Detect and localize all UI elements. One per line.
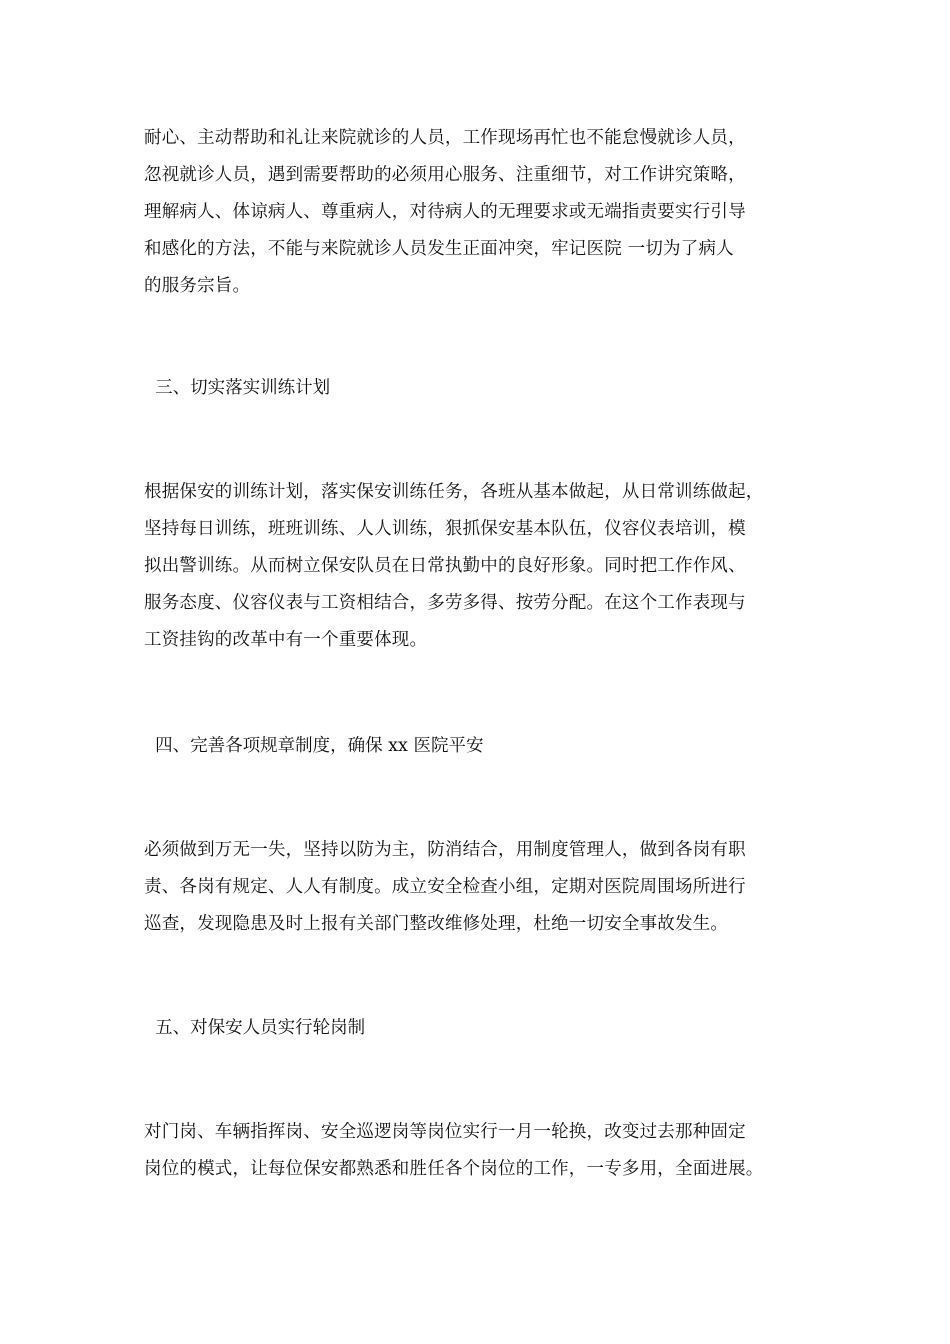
paragraph-line: 岗位的模式，让每位保安都熟悉和胜任各个岗位的工作，一专多用，全面进展。 [144,1159,764,1179]
paragraph-line: 的服务宗旨。 [144,276,251,296]
paragraph-line: 工资挂钩的改革中有一个重要体现。 [144,630,428,650]
paragraph-job-rotation [144,1114,834,1188]
paragraph-service-attitude [144,120,834,305]
section-heading-4: 四、完善各项规章制度，确保 xx 医院平安 [144,736,484,756]
section-heading-5: 五、对保安人员实行轮岗制 [144,1018,366,1038]
paragraph-line: 对门岗、车辆指挥岗、安全巡逻岗等岗位实行一月一轮换，改变过去那种固定 [144,1122,746,1142]
paragraph-line: 坚持每日训练，班班训练、人人训练，狠抓保安基本队伍，仪容仪表培训，模 [144,519,746,539]
paragraph-line: 根据保安的训练计划，落实保安训练任务，各班从基本做起，从日常训练做起， [144,482,764,502]
paragraph-line: 和感化的方法，不能与来院就诊人员发生正面冲突，牢记医院 一切为了病人 [144,239,734,259]
paragraph-line: 拟出警训练。从而树立保安队员在日常执勤中的良好形象。同时把工作作风、 [144,556,746,576]
paragraph-line: 巡查，发现隐患及时上报有关部门整改维修处理，杜绝一切安全事故发生。 [144,914,729,934]
paragraph-rules-system [144,832,834,943]
paragraph-line: 忽视就诊人员，遇到需要帮助的必须用心服务、注重细节，对工作讲究策略， [144,165,746,185]
paragraph-line: 耐心、主动帮助和礼让来院就诊的人员，工作现场再忙也不能怠慢就诊人员， [144,128,746,148]
paragraph-line: 服务态度、仪容仪表与工资相结合，多劳多得、按劳分配。在这个工作表现与 [144,593,746,613]
paragraph-line: 理解病人、体谅病人、尊重病人，对待病人的无理要求或无端指责要实行引导 [144,202,746,222]
section-heading-3: 三、切实落实训练计划 [144,378,331,398]
paragraph-training-plan [144,474,834,659]
paragraph-line: 必须做到万无一失，坚持以防为主，防消结合，用制度管理人，做到各岗有职 [144,840,746,860]
paragraph-line: 责、各岗有规定、人人有制度。成立安全检查小组，定期对医院周围场所进行 [144,877,746,897]
